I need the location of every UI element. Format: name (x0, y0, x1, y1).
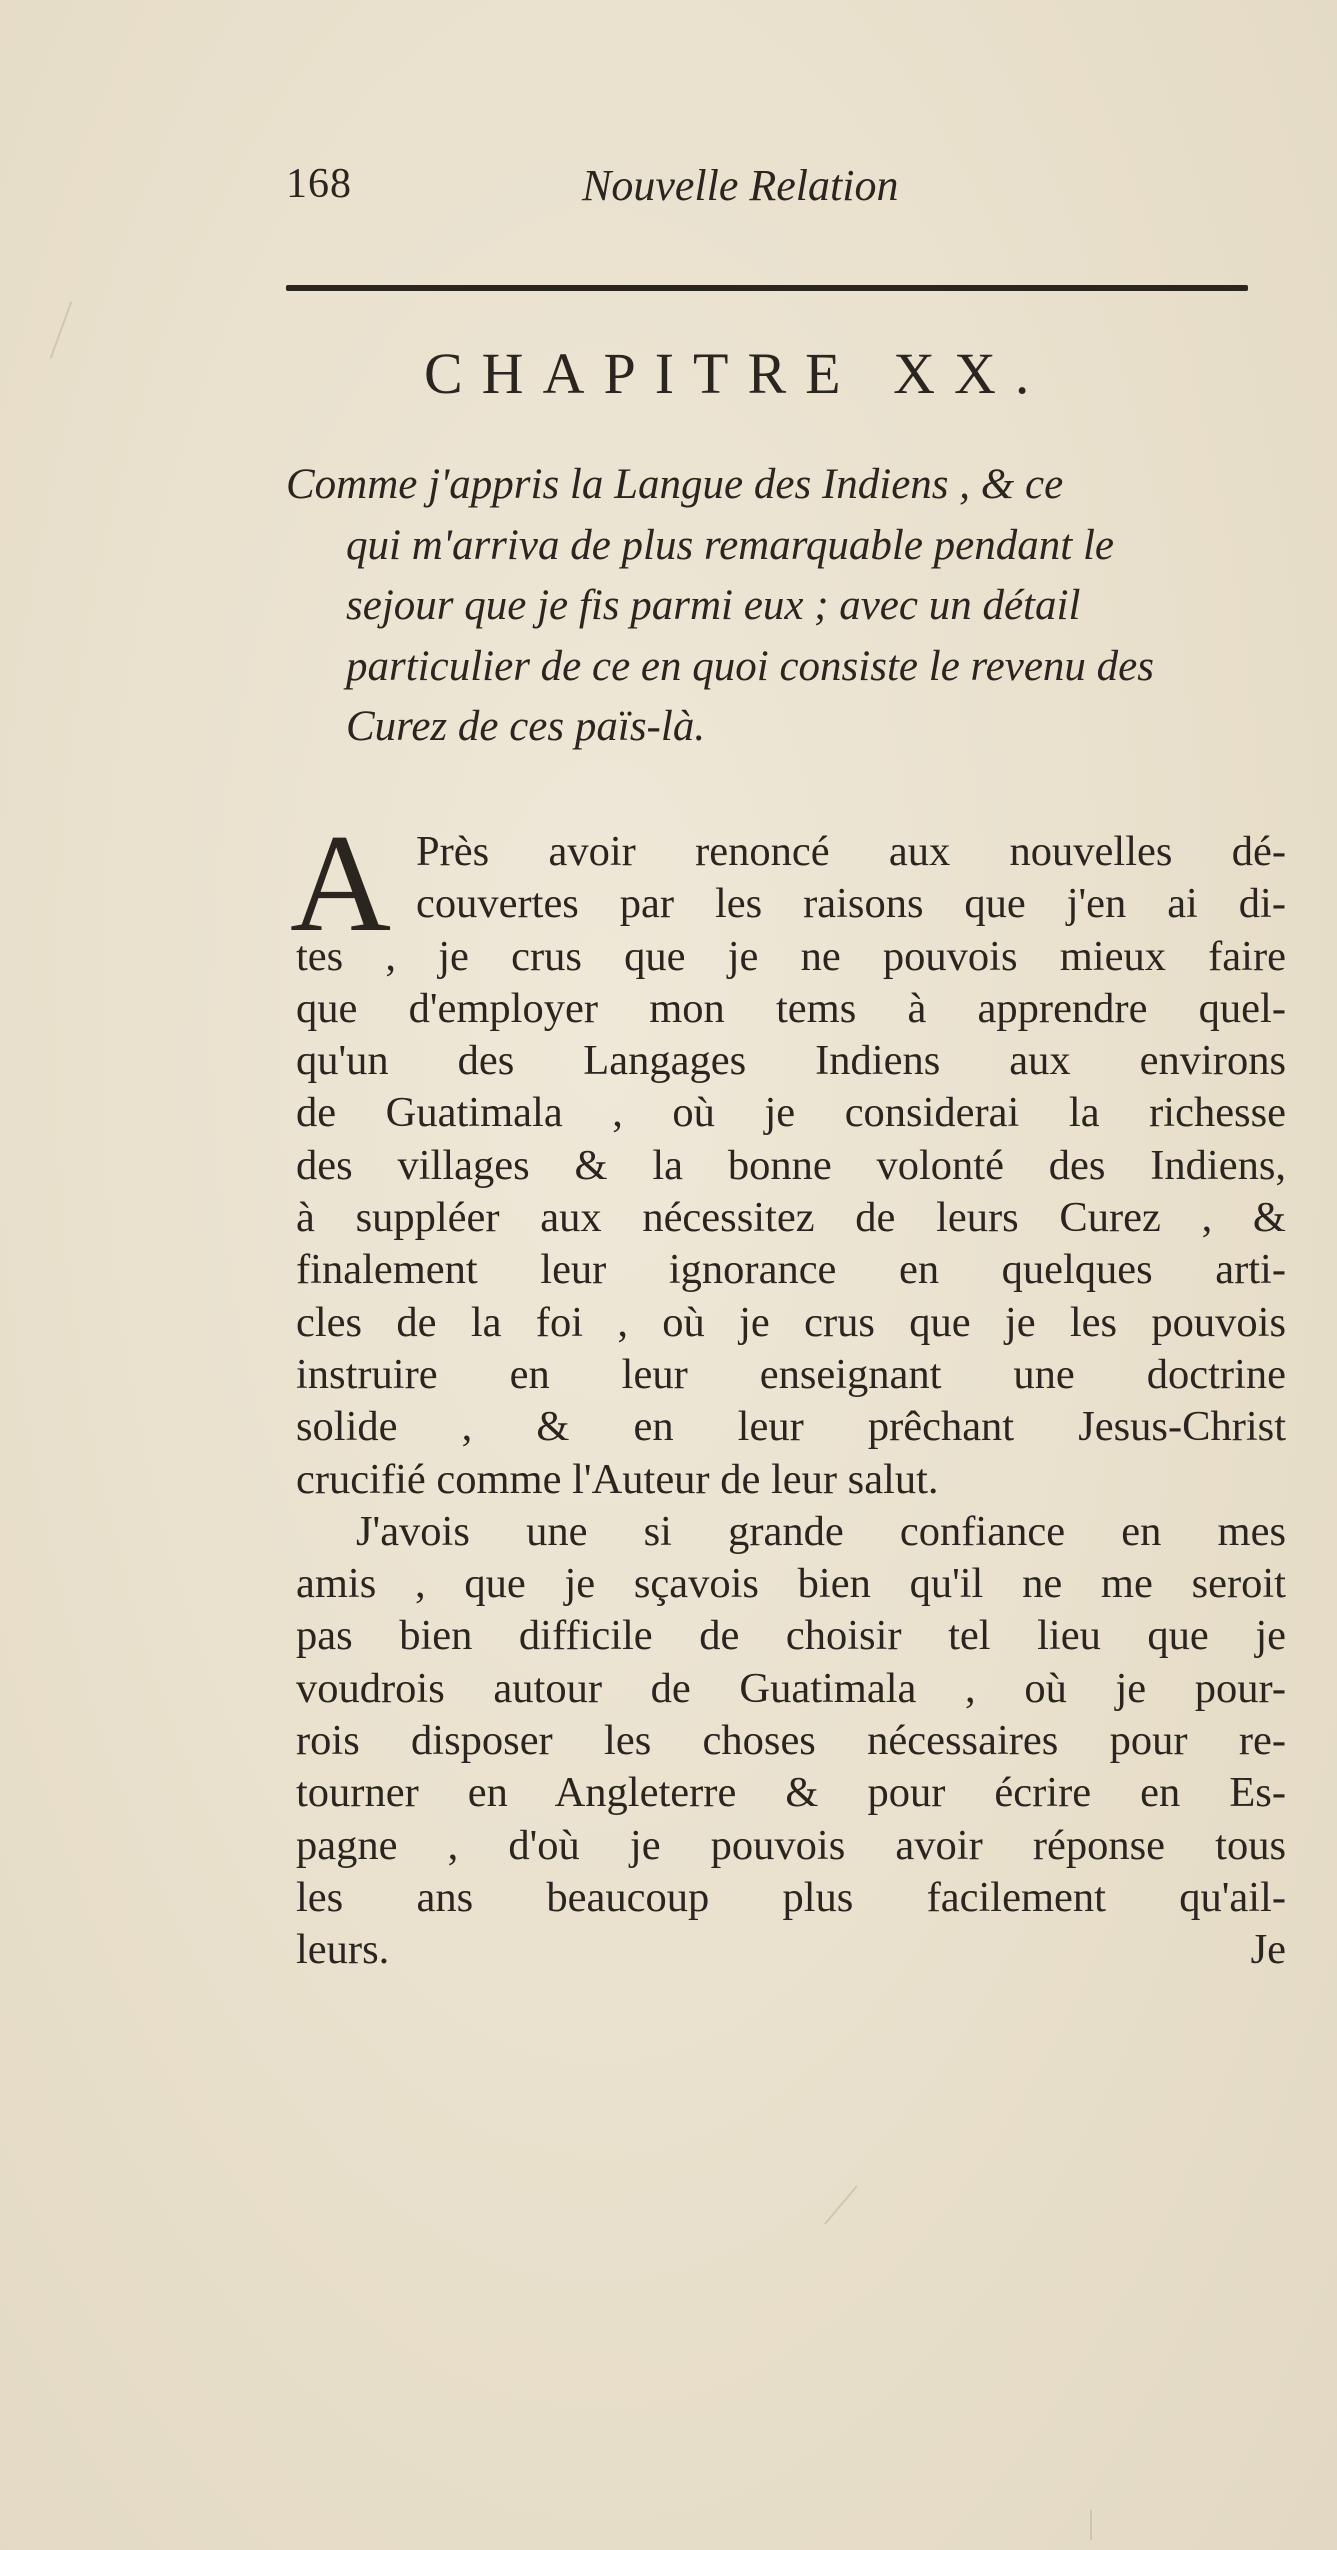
page-number: 168 (286, 161, 352, 207)
summary-line: qui m'arriva de plus remarquable pendant le (346, 521, 1114, 569)
text-line: Près avoir renoncé aux nouvelles dé- (416, 828, 1286, 875)
header-rule (286, 285, 1248, 291)
text-line: des villages & la bonne volonté des Indiens, (296, 1141, 1286, 1189)
text-line: tourner en Angleterre & pour écrire en Es- (296, 1769, 1286, 1817)
summary-line: sejour que je fis parmi eux ; avec un détail (346, 582, 1081, 629)
text-line: qu'un des Langages Indiens aux environs (296, 1037, 1286, 1085)
text-line: finalement leur ignorance en quelques arti- (296, 1246, 1286, 1294)
text-line: que d'employer mon tems à apprendre quel- (296, 984, 1286, 1032)
drop-initial: A (290, 806, 392, 961)
text-line: voudrois autour de Guatimala , où je pour- (296, 1664, 1286, 1712)
text-line: rois disposer les choses nécessaires pour re- (296, 1717, 1286, 1765)
page-header (286, 160, 1246, 220)
text-line: leurs. (296, 1926, 390, 1974)
paper-blemish (1090, 2510, 1092, 2540)
text-line: pagne , d'où je pouvois avoir réponse tous (296, 1821, 1286, 1869)
paper-blemish (824, 2185, 858, 2225)
text-line: J'avois une si grande confiance en mes (356, 1507, 1286, 1555)
chapter-heading: CHAPITRE XX. (424, 341, 1049, 406)
text-line: solide , & en leur prêchant Jesus-Christ (296, 1403, 1286, 1451)
text-line: de Guatimala , où je considerai la richesse (296, 1089, 1286, 1137)
summary-line: Curez de ces païs-là. (346, 703, 706, 750)
text-line: instruire en leur enseignant une doctrine (296, 1350, 1286, 1398)
text-line: à suppléer aux nécessitez de leurs Curez , & (296, 1194, 1286, 1242)
paper-blemish (50, 301, 72, 358)
summary-line: particulier de ce en quoi consiste le revenu des (346, 642, 1154, 690)
text-line: cles de la foi , où je crus que je les pouvois (296, 1298, 1286, 1346)
text-line: pas bien difficile de choisir tel lieu que je (296, 1612, 1286, 1660)
text-line: crucifié comme l'Auteur de leur salut. (296, 1455, 939, 1503)
text-line: tes , je crus que je ne pouvois mieux faire (296, 932, 1286, 980)
chapter-summary (286, 455, 1286, 758)
body-text (296, 826, 1286, 1977)
running-title: Nouvelle Relation (582, 161, 899, 210)
text-line: les ans beaucoup plus facilement qu'ail- (296, 1873, 1286, 1921)
last-line-row (296, 1924, 1286, 1976)
text-line: couvertes par les raisons que j'en ai di- (416, 880, 1286, 928)
catchword: Je (1250, 1926, 1286, 1974)
summary-line: Comme j'appris la Langue des Indiens , & ce (286, 461, 1064, 508)
text-line: amis , que je sçavois bien qu'il ne me seroit (296, 1560, 1286, 1608)
